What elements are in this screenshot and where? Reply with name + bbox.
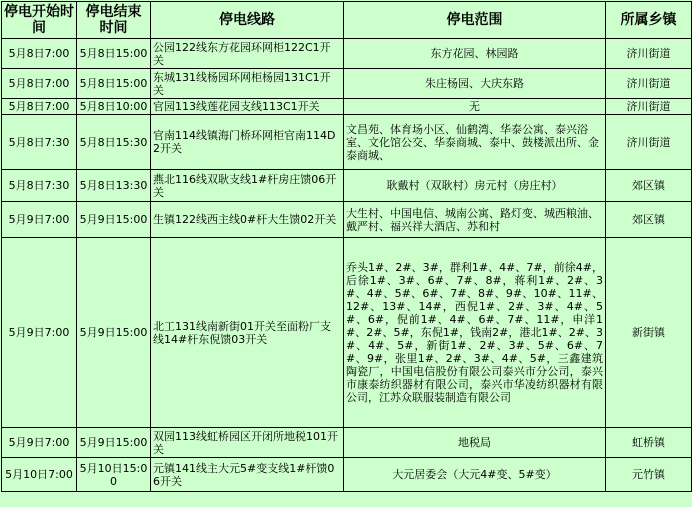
start-time-cell: 5月8日7:00 xyxy=(2,69,77,99)
end-time-cell: 5月9日15:00 xyxy=(77,428,151,458)
township-cell: 元竹镇 xyxy=(606,458,692,492)
township-cell: 济川街道 xyxy=(606,39,692,69)
township-cell: 郊区镇 xyxy=(606,202,692,238)
table-row xyxy=(2,39,692,69)
end-time-cell: 5月10日15:00 xyxy=(77,458,151,492)
township-cell: 虹桥镇 xyxy=(606,428,692,458)
scope-cell: 耿戴村（双耿村）房元村（房庄村） xyxy=(344,170,606,202)
scope-cell: 地税局 xyxy=(344,428,606,458)
start-time-cell: 5月8日7:30 xyxy=(2,115,77,170)
start-time-cell: 5月9日7:00 xyxy=(2,202,77,238)
table-row xyxy=(2,99,692,115)
table-row xyxy=(2,69,692,99)
scope-cell: 朱庄杨园、大庆东路 xyxy=(344,69,606,99)
end-time-cell: 5月8日15:00 xyxy=(77,39,151,69)
line-cell: 生镇122线西主线0#杆大生馈02开关 xyxy=(151,202,344,238)
header-end-time: 停电结束时间 xyxy=(77,2,151,39)
start-time-cell: 5月8日7:00 xyxy=(2,39,77,69)
scope-cell: 无 xyxy=(344,99,606,115)
line-cell: 北工131线南新街01开关至面粉厂支线14#杆东倪馈03开关 xyxy=(151,238,344,428)
line-cell: 官园113线莲花园支线113C1开关 xyxy=(151,99,344,115)
start-time-cell: 5月8日7:00 xyxy=(2,99,77,115)
table-row xyxy=(2,115,692,170)
scope-cell: 乔头1#、2#、3#，群利1#、4#、7#，前徐4#，后徐1#、3#、6#、7#、8#，蒋利1#、2#、3#、4#、5#、6#、7#、8#、9#、10#、11#、12#、13#、14#，西倪1#、2#、3#、4#、5#、6#，倪前1#、4#、6#、7#、11#，申洋1#、2#、5#，东倪1#，钱南2#，港北1#、2#、3#、4#、5#，新街1#、2#、3#、5#、6#、7#、9#，张里1#、2#、3#、4#、5#，三鑫建筑陶瓷厂，中国电信股份有限公司泰兴市分公司，泰兴市康泰纺织器材有限公司，泰兴市华凌纺织器材有限公司，江苏众联服装制造有限公司 xyxy=(344,238,606,428)
scope-cell: 文昌苑、体育场小区、仙鹤湾、华泰公寓、泰兴浴室、文化馆公交、华泰商城、泰中、鼓楼派出所、金泰商城、 xyxy=(344,115,606,170)
township-cell: 新街镇 xyxy=(606,238,692,428)
end-time-cell: 5月8日15:30 xyxy=(77,115,151,170)
line-cell: 东城131线杨园环网柜杨园131C1开关 xyxy=(151,69,344,99)
scope-cell: 大元居委会（大元4#变、5#变） xyxy=(344,458,606,492)
township-cell: 济川街道 xyxy=(606,99,692,115)
header-township: 所属乡镇 xyxy=(606,2,692,39)
line-cell: 燕北116线双耿支线1#杆房庄馈06开关 xyxy=(151,170,344,202)
table-row xyxy=(2,458,692,492)
header-outage-scope: 停电范围 xyxy=(344,2,606,39)
power-outage-table xyxy=(1,1,692,492)
end-time-cell: 5月8日13:30 xyxy=(77,170,151,202)
line-cell: 双园113线虹桥园区开闭所地税101开关 xyxy=(151,428,344,458)
township-cell: 郊区镇 xyxy=(606,170,692,202)
township-cell: 济川街道 xyxy=(606,69,692,99)
header-outage-line: 停电线路 xyxy=(151,2,344,39)
line-cell: 官南114线镇海门桥环网柜官南114D2开关 xyxy=(151,115,344,170)
start-time-cell: 5月9日7:00 xyxy=(2,428,77,458)
line-cell: 元镇141线主大元5#变支线1#杆馈06开关 xyxy=(151,458,344,492)
scope-cell: 大生村、中国电信、城南公寓、路灯变、城西粮油、戴严村、福兴祥大酒店、苏和村 xyxy=(344,202,606,238)
table-header-row xyxy=(2,2,692,39)
township-cell: 济川街道 xyxy=(606,115,692,170)
end-time-cell: 5月8日10:00 xyxy=(77,99,151,115)
table-row xyxy=(2,238,692,428)
end-time-cell: 5月9日15:00 xyxy=(77,238,151,428)
scope-cell: 东方花园、林园路 xyxy=(344,39,606,69)
end-time-cell: 5月8日15:00 xyxy=(77,69,151,99)
start-time-cell: 5月9日7:00 xyxy=(2,238,77,428)
table-row xyxy=(2,170,692,202)
end-time-cell: 5月9日15:00 xyxy=(77,202,151,238)
table-row xyxy=(2,202,692,238)
start-time-cell: 5月10日7:00 xyxy=(2,458,77,492)
start-time-cell: 5月8日7:30 xyxy=(2,170,77,202)
header-start-time: 停电开始时间 xyxy=(2,2,77,39)
table-row xyxy=(2,428,692,458)
line-cell: 公园122线东方花园环网柜122C1开关 xyxy=(151,39,344,69)
